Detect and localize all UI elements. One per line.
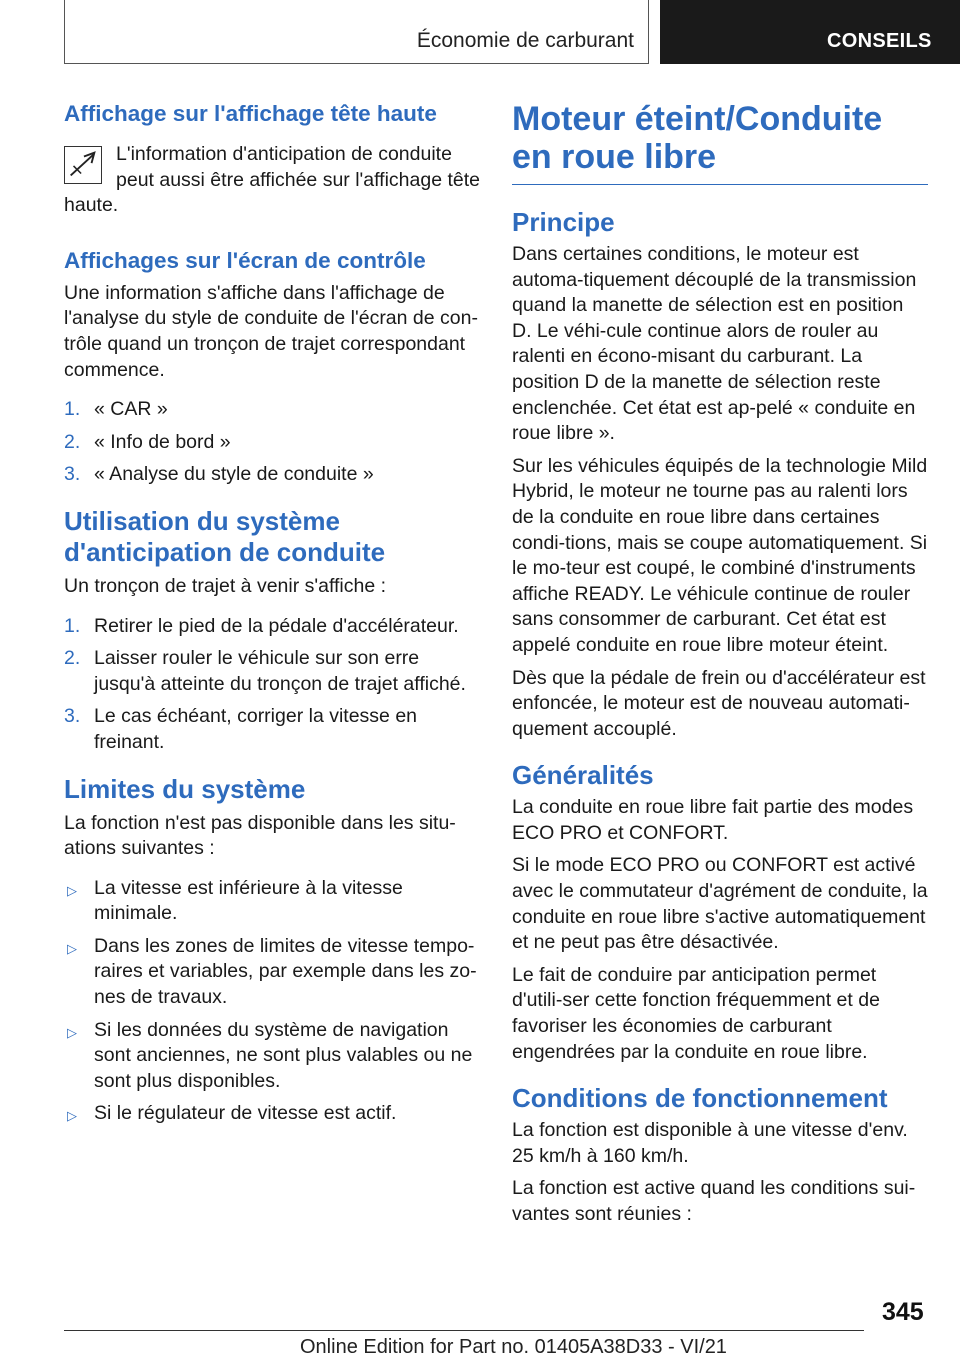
hud-note (64, 142, 480, 219)
step-text: Retirer le pied de la pédale d'accélérateur. (94, 614, 459, 637)
step-number: 3. (64, 463, 81, 486)
list-item (64, 704, 480, 755)
step-text: Le cas échéant, corriger la vitesse en freinant. (94, 705, 418, 753)
step-number: 2. (64, 647, 81, 670)
footer-edition: Online Edition for Part no. 01405A38D33 - VI/21 (300, 1336, 727, 1358)
triangle-bullet-icon: ▷ (67, 1024, 77, 1040)
triangle-bullet-icon: ▷ (67, 1108, 77, 1124)
heading-anticipation-use: Utilisation du système d'anticipation de conduite (64, 505, 386, 567)
step-number: 3. (64, 705, 81, 728)
general-paragraph-1: La conduite en roue libre fait partie des modes ECO PRO et CONFORT. (512, 796, 914, 844)
header-section-title: Économie de carburant (64, 0, 649, 64)
limit-text: Si les données du système de navigation sont anciennes, ne sont plus valables ou ne sont plus disponibles. (94, 1018, 473, 1092)
step-text: « Analyse du style de conduite » (94, 463, 374, 486)
list-item (64, 646, 480, 697)
heading-underline (512, 184, 928, 185)
heading-principle: Principe (512, 207, 615, 237)
limits-list (64, 876, 480, 1127)
conditions-paragraph-1: La fonction est disponible à une vitesse d'env. 25 km/h à 160 km/h. (512, 1119, 908, 1167)
step-text: « CAR » (94, 398, 168, 421)
use-text: Un tronçon de trajet à venir s'affiche : (64, 574, 387, 597)
list-item (64, 876, 480, 927)
triangle-bullet-icon: ▷ (67, 940, 77, 956)
list-item (64, 1101, 480, 1127)
list-item (64, 397, 480, 423)
use-steps (64, 614, 480, 756)
heading-system-limits: Limites du système (64, 773, 306, 804)
heading-main: Moteur éteint/Conduite en roue libre (512, 100, 883, 176)
principle-paragraph-3: Dès que la pédale de frein ou d'accélérateur est enfoncée, le moteur est de nouveau automati‐quement accouplé. (512, 666, 926, 740)
heading-conditions: Conditions de fonctionnement (512, 1083, 888, 1114)
header-chapter-tab: CONSEILS (660, 0, 960, 64)
list-item (64, 614, 480, 640)
right-column (512, 100, 928, 1228)
step-text: Laisser rouler le véhicule sur son erre jusqu'à atteinte du tronçon de trajet affiché. (94, 647, 466, 695)
list-item (64, 1018, 480, 1095)
limit-text: La vitesse est inférieure à la vitesse minimale. (94, 876, 403, 925)
step-number: 1. (64, 398, 81, 421)
step-number: 1. (64, 614, 81, 637)
heading-general: Généralités (512, 760, 654, 791)
hud-note-text-cont: haute. (64, 194, 119, 217)
principle-paragraph-2: Sur les véhicules équipés de la technologie Mild Hybrid, le moteur ne tourne pas au ralenti lors de la conduite en roue libre dans certaines condi‐tions, mais se coupe automatiquement. Si le mo‐teur est coupé, le combiné d'instruments affiche READY. Le véhicule continue de rouler sans consommer de carburant. Cet état est appelé conduite en roue libre moteur éteint. (512, 454, 928, 656)
control-steps (64, 397, 480, 488)
heading-control-display: Affichages sur l'écran de contrôle (64, 247, 426, 273)
triangle-bullet-icon: ▷ (67, 882, 77, 898)
limits-text: La fonction n'est pas disponible dans les situ‐ations suivantes : (64, 811, 456, 860)
step-text: « Info de bord » (94, 430, 231, 453)
note-icon (64, 146, 102, 184)
step-number: 2. (64, 430, 81, 453)
control-text: Une information s'affiche dans l'affichage de l'analyse du style de conduite de l'écran de con‐trôle quand un tronçon de trajet correspondant commence. (64, 281, 478, 381)
limit-text: Si le régulateur de vitesse est actif. (94, 1102, 397, 1125)
general-paragraph-3: Le fait de conduire par anticipation permet d'utili‐ser cette fonction fréquemment et de favoriser les économies de carburant engendrées par la conduite en roue libre. (512, 963, 880, 1063)
page-number: 345 (882, 1298, 924, 1326)
footer-divider (64, 1330, 864, 1331)
principle-paragraph-1: Dans certaines conditions, le moteur est automa‐tiquement découplé de la transmission quand la manette de sélection est en position D. Le véhi‐cule continue alors de rouler au ralenti en écono‐misant du carburant. La position D de la manette de sélection reste enclenchée. Cet état est ap‐pelé « conduite en roue libre ». (512, 243, 917, 445)
list-item (64, 934, 480, 1011)
conditions-paragraph-2: La fonction est active quand les conditions sui‐vantes sont réunies : (512, 1177, 916, 1225)
limit-text: Dans les zones de limites de vitesse tempo‐raires et variables, par exemple dans les zo‐nes de travaux. (94, 934, 477, 1009)
list-item (64, 430, 480, 456)
list-item (64, 462, 480, 488)
heading-hud-display: Affichage sur l'affichage tête haute (64, 101, 437, 126)
general-paragraph-2: Si le mode ECO PRO ou CONFORT est activé avec le commutateur d'agrément de conduite, la conduite en roue libre s'active automatiquement et ne peut pas être désactivée. (512, 854, 928, 954)
left-column (64, 100, 480, 1134)
hud-note-text: L'information d'anticipation de conduite peut aussi être affichée sur l'affichage tête (116, 143, 480, 191)
